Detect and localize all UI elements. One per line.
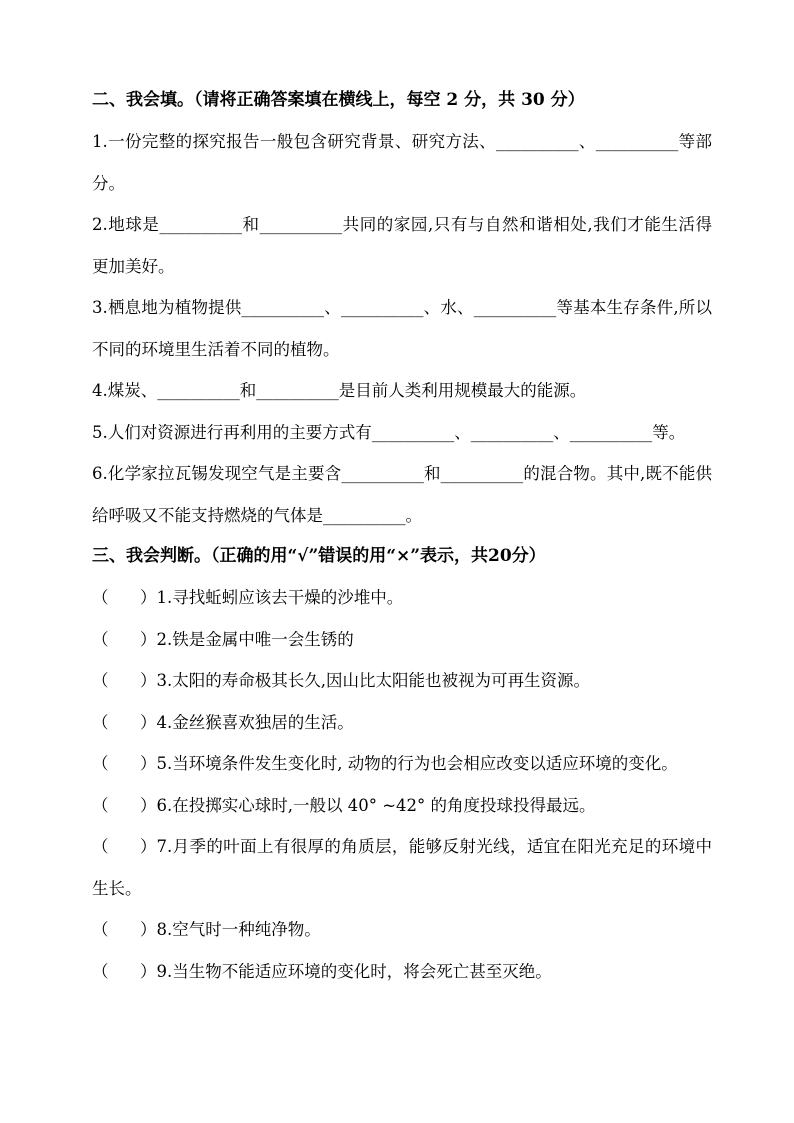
fill-question-5: 5.人们对资源进行再利用的主要方式有__________、__________、__________等。 <box>92 422 686 442</box>
judge-question-text: 6.在投掷实心球时,一般以 40° ~42° 的角度投球投得最远。 <box>156 795 596 815</box>
judge-question-text: 3.太阳的寿命极其长久,因山比太阳能也被视为可再生资源。 <box>156 671 590 690</box>
judge-question-5 <box>92 743 712 785</box>
answer-parentheses[interactable]: （ ） <box>92 837 157 856</box>
answer-parentheses[interactable]: （ ） <box>92 712 157 732</box>
answer-parentheses[interactable]: （ ） <box>92 588 157 607</box>
section-2-heading: 二、我会填。（请将正确答案填在横线上，每空 2 分，共 30 分） <box>92 90 585 110</box>
answer-parentheses[interactable]: （ ） <box>92 754 157 773</box>
fill-question-6: 6.化学家拉瓦锡发现空气是主要含__________和__________的混合物。其中,既不能供给呼吸又不能支持燃烧的气体是__________。 <box>92 464 712 525</box>
fill-question-1: 1.一份完整的探究报告一般包含研究背景、研究方法、__________、__________等部分。 <box>92 132 712 193</box>
exam-page <box>92 80 712 992</box>
judge-question-text: 1.寻找蚯蚓应该去干燥的沙堆中。 <box>156 588 404 607</box>
judge-question-1 <box>92 577 712 619</box>
answer-parentheses[interactable]: （ ） <box>92 795 157 815</box>
judge-question-text: 2.铁是金属中唯一会生锈的 <box>156 629 354 649</box>
judge-question-4 <box>92 702 712 744</box>
judge-question-text: 9.当生物不能适应环境的变化时，将会死亡甚至灭绝。 <box>156 961 552 981</box>
answer-parentheses[interactable]: （ ） <box>92 920 157 939</box>
judge-question-text: 5.当环境条件发生变化时, 动物的行为也会相应改变以适应环境的变化。 <box>156 754 678 773</box>
judge-question-9 <box>92 951 712 993</box>
judge-question-3 <box>92 660 712 702</box>
judge-question-6 <box>92 785 712 827</box>
judge-question-text: 4.金丝猴喜欢独居的生活。 <box>156 712 354 732</box>
judge-question-2 <box>92 619 712 661</box>
judge-question-text: 7.月季的叶面上有很厚的角质层，能够反射光线，适宜在阳光充足的环境中生长。 <box>92 837 712 898</box>
fill-question-2: 2.地球是__________和__________共同的家园,只有与自然和谐相处,我们才能生活得更加美好。 <box>92 215 712 276</box>
answer-parentheses[interactable]: （ ） <box>92 629 157 649</box>
judge-question-7 <box>92 826 712 909</box>
section-3-heading: 三、我会判断。（正确的用“√”错误的用“×”表示，共20分） <box>92 546 546 566</box>
answer-parentheses[interactable]: （ ） <box>92 961 157 981</box>
fill-question-3: 3.栖息地为植物提供__________、__________、水、__________等基本生存条件,所以不同的环境里生活着不同的植物。 <box>92 298 712 359</box>
judge-question-text: 8.空气时一种纯净物。 <box>156 920 321 939</box>
judge-question-8 <box>92 909 712 951</box>
fill-question-4: 4.煤炭、__________和__________是目前人类利用规模最大的能源。 <box>92 381 587 400</box>
answer-parentheses[interactable]: （ ） <box>92 671 157 690</box>
